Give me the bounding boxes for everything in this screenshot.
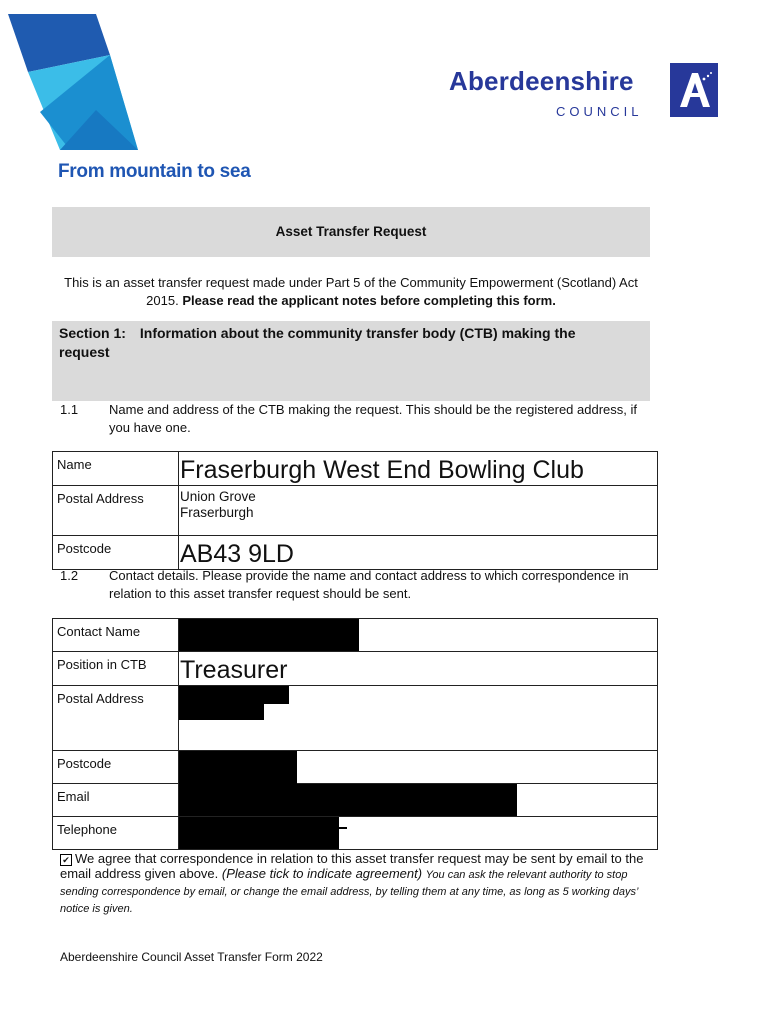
agreement-text: We agree that correspondence in relation to this asset transfer request may be sent by email to the email address given above. [60, 851, 644, 881]
question-text: Name and address of the CTB making the request. This should be the registered address, if you have one. [109, 402, 637, 435]
contact-table [52, 618, 658, 850]
form-title: Asset Transfer Request [275, 224, 427, 239]
name-value: Fraserburgh West End Bowling Club [180, 456, 584, 484]
org-subtitle: COUNCIL [556, 104, 643, 119]
telephone-label: Telephone [53, 817, 179, 850]
postcode-value: AB43 9LD [180, 540, 294, 568]
redaction-block [179, 751, 297, 784]
contact-name-field[interactable] [179, 619, 658, 652]
contact-postcode-field[interactable] [179, 751, 658, 784]
agreement-small-note: You can ask the relevant authority to stop sending correspondence by email, or change the email address, by telling them at any time, as long as 5 working days’ notice is given. [60, 869, 638, 915]
question-text: Contact details. Please provide the name and contact address to which correspondence in relation to this asset transfer request should be sent. [109, 568, 629, 601]
postal-address-field[interactable] [179, 486, 658, 536]
position-field[interactable] [179, 652, 658, 686]
email-agreement [60, 851, 660, 917]
redaction-block [179, 784, 517, 816]
redaction-block [179, 704, 264, 720]
intro-text [60, 274, 642, 310]
intro-bold: Please read the applicant notes before completing this form. [182, 293, 556, 308]
name-field[interactable] [179, 452, 658, 486]
redaction-block [179, 686, 289, 704]
position-value: Treasurer [180, 656, 288, 684]
page-footer: Aberdeenshire Council Asset Transfer Form 2022 [60, 950, 323, 964]
name-label: Name [53, 452, 179, 486]
council-emblem-icon [670, 63, 718, 117]
section-title: Information about the community transfer body (CTB) making the [139, 325, 576, 341]
section-label: Section 1: [59, 325, 126, 341]
postcode-field[interactable] [179, 536, 658, 570]
question-number: 1.1 [60, 402, 79, 417]
redaction-block [179, 619, 359, 651]
postal-address-label: Postal Address [53, 486, 179, 536]
contact-name-label: Contact Name [53, 619, 179, 652]
ctb-table [52, 451, 658, 570]
redaction-block [339, 827, 347, 829]
postal-address-line: Union Grove [180, 489, 256, 504]
section-heading [59, 324, 644, 362]
org-name: Aberdeenshire [449, 66, 634, 96]
question-number: 1.2 [60, 568, 79, 583]
redaction-block [179, 817, 339, 849]
agreement-tick-note: (Please tick to indicate agreement) [221, 866, 423, 881]
contact-postcode-label: Postcode [53, 751, 179, 784]
postcode-label: Postcode [53, 536, 179, 570]
postal-address-line: Fraserburgh [180, 505, 254, 520]
email-label: Email [53, 784, 179, 817]
position-label: Position in CTB [53, 652, 179, 686]
tagline: From mountain to sea [58, 161, 251, 182]
logo-graphic [0, 0, 150, 160]
agreement-checkbox[interactable]: ✔ [60, 854, 72, 866]
contact-postal-field[interactable] [179, 686, 658, 751]
intro-plain: This is an asset transfer request made under Part 5 of the Community Empowerment (Scotland) Act 2015. [64, 275, 638, 308]
telephone-field[interactable] [179, 817, 658, 850]
email-field[interactable] [179, 784, 658, 817]
section-title-cont: request [59, 344, 110, 360]
contact-postal-label: Postal Address [53, 686, 179, 751]
